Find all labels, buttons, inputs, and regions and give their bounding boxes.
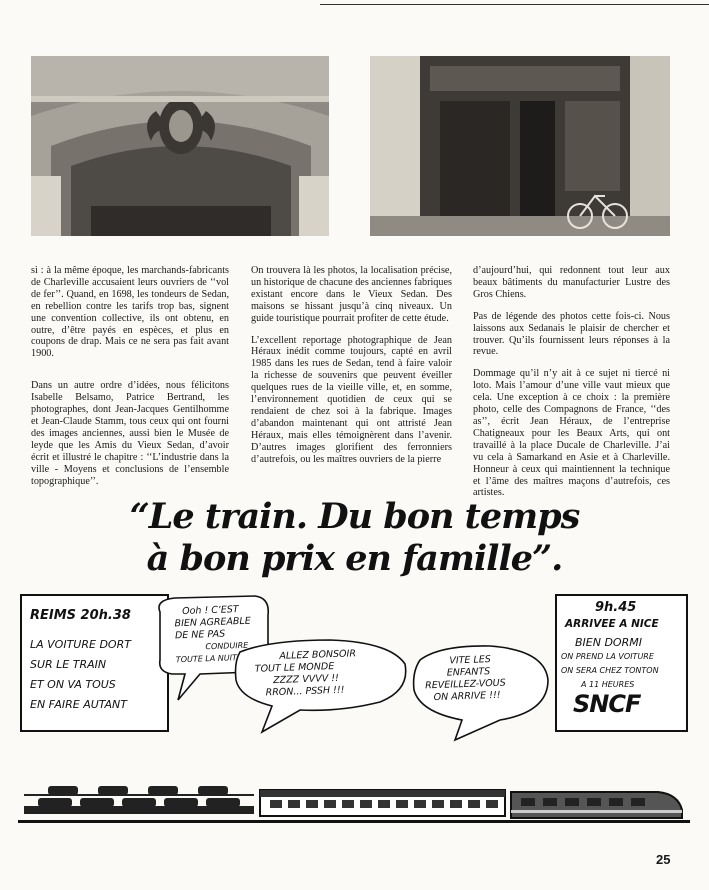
box-line: ARRIVEE A NICE [565, 618, 659, 630]
bubble-line: ALLEZ BONSOIR [279, 648, 357, 662]
paragraph: On trouvera là les photos, la localisation précise, un historique de chacune des anciennes fabriques existant encore dans le Vieux Sedan. Des maisons se hissant jusqu’à cinq niveaux. Un guide touristique pourrait profiter de cette étude. [251, 265, 452, 324]
bubble-2-text [254, 648, 357, 700]
box-line: ON PREND LA VOITURE [561, 652, 654, 661]
bubble-line: RRON... PSSH !!! [265, 684, 345, 699]
paragraph: d’aujourd’hui, qui redonnent tout leur aux beaux bâtiments du manufacturier Lustre des Gros Chiens. [473, 265, 670, 300]
ad-headline-line-1: “Le train. Du bon temps [129, 496, 580, 537]
box-line: ET ON VA TOUS [30, 678, 116, 691]
paragraph: Pas de légende des photos cette fois-ci. Nous laissons aux Sedanais le plaisir de chercher et trouver. Qu’ils fournissent leurs réponses à la revue. [473, 310, 670, 358]
page-number: 25 [656, 852, 671, 867]
bubble-1-text [174, 604, 252, 667]
bubble-line: REVEILLEZ-VOUS [425, 677, 506, 692]
ad-headline-line-2: à bon prix en famille”. [146, 538, 563, 579]
bubble-line: TOUTE LA NUIT [175, 653, 238, 665]
bubble-line: ON ARRIVE !!! [433, 689, 501, 704]
bubble-line: VITE LES [449, 654, 491, 667]
box-line: 9h.45 [595, 600, 637, 615]
bubble-line: CONDUIRE [205, 640, 249, 652]
bubble-line: ZZZZ VVVV !! [273, 672, 340, 687]
box-line: EN FAIRE AUTANT [30, 698, 127, 711]
bubble-line: ENFANTS [446, 666, 491, 679]
bubble-3-text [424, 654, 506, 705]
bubble-line: DE NE PAS [174, 628, 226, 642]
box-line: SUR LE TRAIN [30, 658, 107, 671]
paragraph: Dommage qu’il n’y ait à ce sujet ni tiercé ni loto. Mais l’amour d’une ville vaut mieux que cela. Une exception à ce choix : la première photo, celle des Compagnons de France, ‘‘des as’’, écrit Jean Héraux, de l’entreprise Chatigneaux pour les Beaux Arts, qui ont travaillé à la place Ducale de Charleville. J’ai vu cela à Samarkand en Asie et à Charleville. Honneur à ceux qui maintiennent la technique et l’âme des maîtres maçons d’autrefois, ces artistes. [473, 368, 670, 499]
train-illustration [18, 780, 690, 830]
bubble-line: BIEN AGREABLE [174, 615, 251, 630]
paragraph: Dans un autre ordre d’idées, nous félicitons Isabelle Belsamo, Patrice Bertrand, les photographes, dont Jean-Jacques Gentilhomme et Jean-Claude Stamm, tous ceux qui ont fourni des images anciennes, aussi bien le Musée de leyde que les Amis du Vieux Sedan, d’avoir écrit et illustré le chapitre : ‘‘L’industrie dans la ville - Moyens et conclusions de l’ensemble topographique’’. [31, 380, 229, 487]
bubble-line: TOUT LE MONDE [254, 661, 335, 675]
box-line: A 11 HEURES [581, 680, 635, 689]
box-line: ON SERA CHEZ TONTON [561, 666, 659, 675]
box-line: BIEN DORMI [575, 636, 642, 649]
bubble-line: Ooh ! C’EST [181, 604, 239, 618]
paragraph: L’excellent reportage photographique de Jean Héraux inédit comme toujours, capté en avril 1985 dans les rues de Sedan, tend à faire valoir la richesse de souvenirs que peuvent éveiller quelques rues de la vieille ville, et, en somme, l’environnement quotidien de ceux qui se rendaient de chez soi à la fabrique. Images d’abandon maintenant qui ont attristé Jean Héraux, mais elles témoignèrent dans l’avenir. D’autres images glorifient des ferronniers d’autrefois, ou les maîtres ouvriers de la pierre [251, 334, 452, 465]
sncf-logo: SNCF [573, 690, 641, 718]
paragraph: si : à la même époque, les marchands-fabricants de Charleville accusaient leurs ouvriers de ‘‘vol de fer’’. Quand, en 1698, les tondeurs de Sedan, en rebellion contre les tarifs trop bas, signent une convention collective, ils ont obtenu, en outre, d’être payés en espèces, et plus en coupons de drap. Mais ce ne sera pas fait avant 1900. [31, 265, 229, 360]
box-line: LA VOITURE DORT [30, 638, 131, 651]
box-line: REIMS 20h.38 [30, 608, 131, 623]
